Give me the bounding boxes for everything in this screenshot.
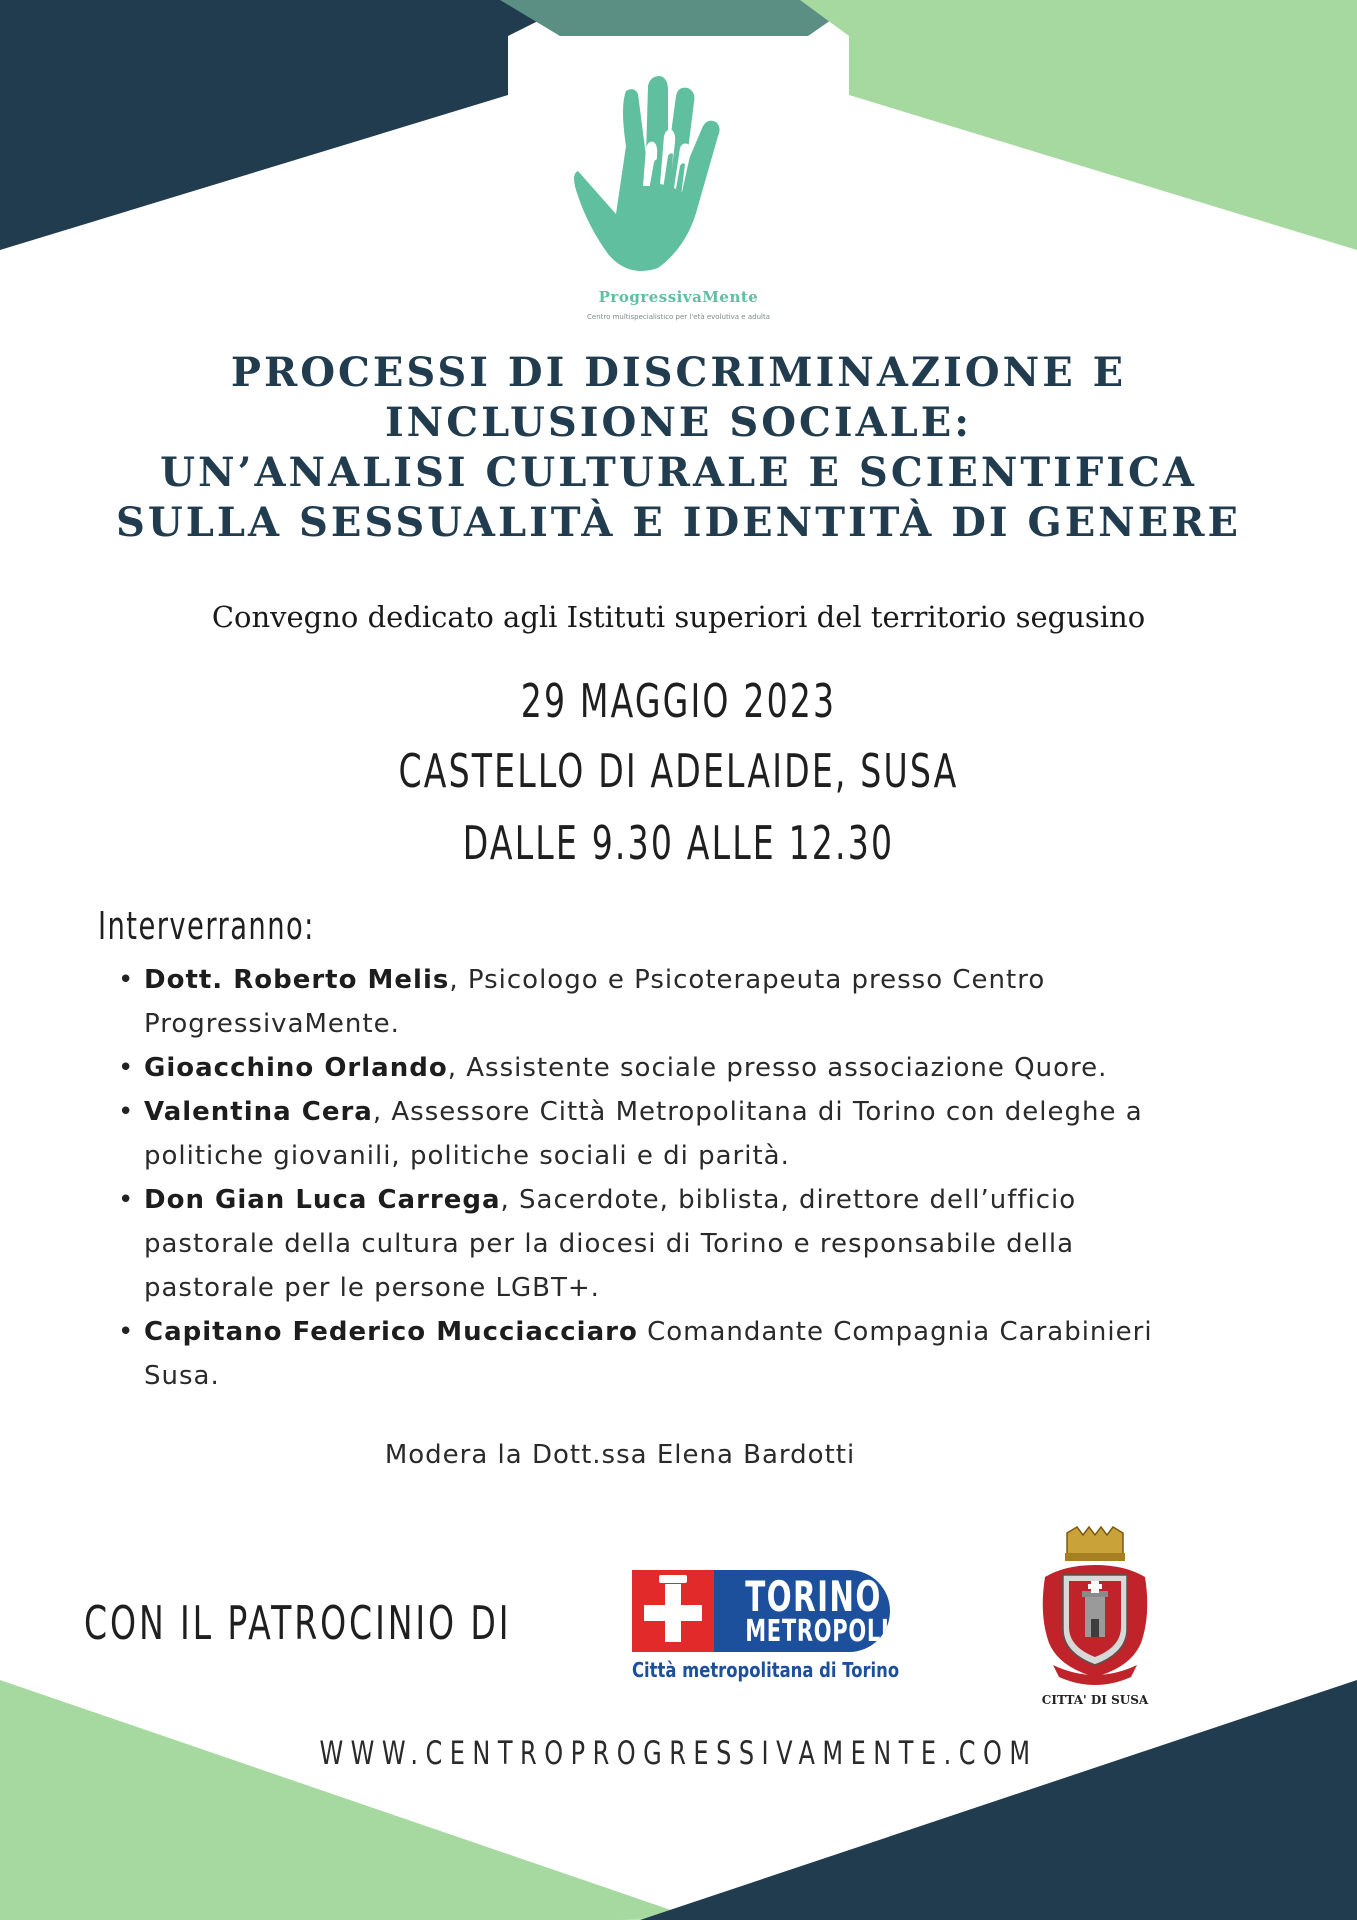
event-venue: CASTELLO DI ADELAIDE, SUSA	[398, 744, 959, 798]
torino-logo-line1: TORINO	[745, 1572, 882, 1621]
event-time: DALLE 9.30 ALLE 12.30	[462, 816, 895, 870]
hands-logo-icon	[508, 36, 849, 286]
title-line: UN’ANALISI CULTURALE E SCIENTIFICA	[160, 449, 1197, 496]
event-subtitle: Convegno dedicato agli Istituti superiori del territorio segusino	[211, 600, 1146, 634]
speakers-heading: Interverranno:	[98, 904, 315, 948]
savoy-cross-icon	[632, 1570, 714, 1652]
speaker-item	[118, 1178, 1168, 1310]
patronage-label: CON IL PATROCINIO DI	[84, 1596, 512, 1650]
title-line: PROCESSI DI DISCRIMINAZIONE E	[230, 349, 1127, 396]
speaker-name: Gioacchino Orlando	[144, 1053, 448, 1083]
event-date: 29 MAGGIO 2023	[520, 674, 837, 728]
speaker-name: Don Gian Luca Carrega	[144, 1185, 501, 1215]
speaker-item	[118, 1046, 1168, 1090]
website-link[interactable]: WWW.CENTROPROGRESSIVAMENTE.COM	[319, 1734, 1038, 1772]
moderator-note: Modera la Dott.ssa Elena Bardotti	[384, 1440, 856, 1470]
brand-tagline: Centro multispecialistico per l'età evolutiva e adulta	[587, 313, 770, 321]
logo-panel	[508, 36, 849, 326]
bottom-left-green-shape	[0, 1680, 700, 1920]
speaker-role: , Sacerdote, biblista, direttore dell’ufficio pastorale della cultura per la diocesi di Torino e responsabile della pastorale per le persone LGBT+.	[144, 1185, 1077, 1303]
brand-name: ProgressivaMente	[598, 288, 759, 306]
speaker-item	[118, 1310, 1168, 1398]
speaker-name: Dott. Roberto Melis	[144, 965, 450, 995]
event-title	[100, 348, 1257, 548]
speaker-role: Comandante Compagnia Carabinieri Susa.	[144, 1317, 1153, 1391]
top-left-navy-shape	[0, 0, 580, 250]
speaker-role: , Assessore Città Metropolitana di Torino con deleghe a politiche giovanili, politiche sociali e di parità.	[144, 1097, 1143, 1171]
susa-coat-of-arms-icon	[1025, 1525, 1165, 1690]
speaker-name: Capitano Federico Mucciacciaro	[144, 1317, 638, 1347]
speaker-role: , Assistente sociale presso associazione Quore.	[447, 1053, 1108, 1083]
speaker-item	[118, 958, 1168, 1046]
susa-logo-caption: CITTA' DI SUSA	[1041, 1693, 1149, 1707]
torino-metropoli-logo	[632, 1570, 900, 1682]
torino-logo-line2: METROPOLI	[745, 1614, 890, 1649]
title-line: INCLUSIONE SOCIALE:	[384, 399, 973, 446]
torino-badge	[632, 1570, 890, 1652]
top-right-green-shape	[800, 0, 1357, 250]
speaker-role: , Psicologo e Psicoterapeuta presso Centro ProgressivaMente.	[144, 965, 1046, 1039]
top-teal-strip	[500, 0, 860, 36]
speaker-name: Valentina Cera	[144, 1097, 373, 1127]
torino-logo-caption: Città metropolitana di Torino	[632, 1658, 900, 1682]
speakers-list	[118, 958, 1168, 1398]
title-line: SULLA SESSUALITÀ E IDENTITÀ DI GENERE	[116, 499, 1241, 546]
bottom-right-navy-shape	[640, 1680, 1357, 1920]
speaker-item	[118, 1090, 1168, 1178]
citta-di-susa-logo	[1025, 1525, 1165, 1715]
